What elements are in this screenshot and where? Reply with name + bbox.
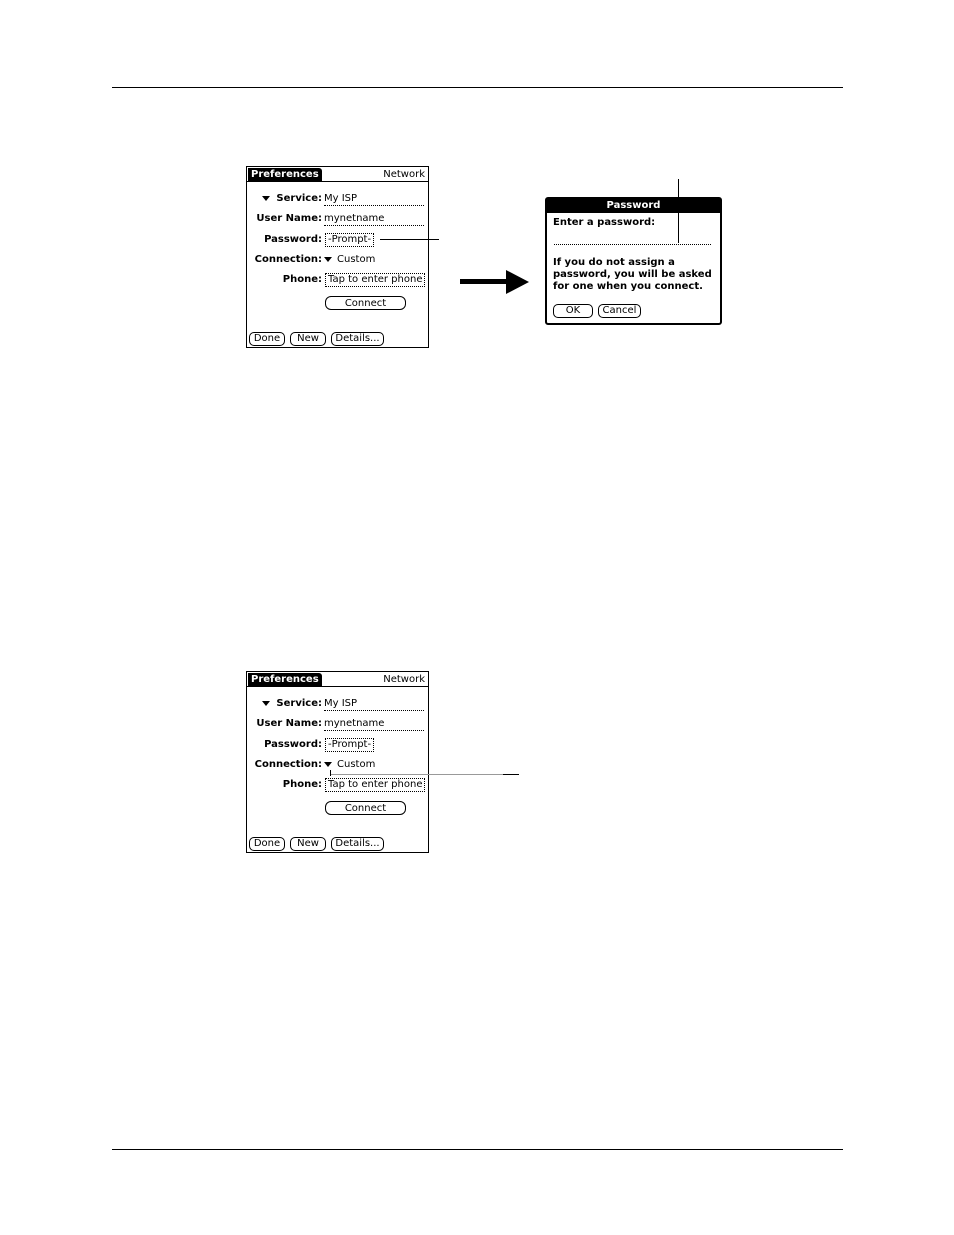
done-button[interactable]: Done	[249, 332, 285, 346]
connection-picker[interactable]	[324, 253, 424, 266]
connection-value: Custom	[337, 759, 376, 770]
password-row	[247, 738, 428, 752]
service-picker[interactable]	[262, 697, 322, 711]
connection-row	[247, 758, 428, 772]
network-preferences-screen-2	[246, 671, 429, 853]
username-label: User Name:	[256, 213, 322, 224]
service-picker[interactable]	[262, 192, 322, 206]
service-value: My ISP	[324, 192, 424, 206]
title-bar	[247, 167, 428, 182]
dialog-message: If you do not assign a password, you will be asked for one when you connect.	[553, 257, 712, 292]
connect-button[interactable]: Connect	[325, 801, 406, 815]
username-field[interactable]: mynetname	[324, 717, 424, 731]
connection-callout-tip	[503, 774, 519, 775]
phone-field[interactable]: Tap to enter phone	[325, 778, 425, 792]
service-value: My ISP	[324, 697, 424, 711]
app-title: Preferences	[248, 168, 322, 181]
password-entry-field[interactable]	[554, 243, 711, 245]
ok-button[interactable]: OK	[553, 304, 593, 318]
password-field[interactable]: -Prompt-	[325, 233, 374, 247]
footer-rule	[112, 1149, 843, 1150]
phone-row	[247, 778, 428, 792]
details-button[interactable]: Details...	[331, 332, 384, 346]
dropdown-triangle-icon	[324, 762, 332, 767]
done-button[interactable]: Done	[249, 837, 285, 851]
dialog-prompt: Enter a password:	[553, 217, 656, 228]
password-field[interactable]: -Prompt-	[325, 738, 374, 752]
new-button[interactable]: New	[290, 837, 326, 851]
phone-field[interactable]: Tap to enter phone	[325, 273, 425, 287]
username-row	[247, 717, 428, 731]
pane-picker-network[interactable]: Network	[383, 674, 425, 685]
details-button[interactable]: Details...	[331, 837, 384, 851]
connection-row	[247, 253, 428, 267]
dialog-title: Password	[547, 199, 720, 213]
username-label: User Name:	[256, 718, 322, 729]
service-row	[247, 697, 428, 711]
dropdown-triangle-icon	[262, 701, 270, 706]
app-title: Preferences	[248, 673, 322, 686]
title-underline	[247, 181, 428, 182]
password-row	[247, 233, 428, 247]
title-underline	[247, 686, 428, 687]
header-rule	[112, 87, 843, 88]
connection-label: Connection:	[254, 759, 322, 770]
network-preferences-screen-1	[246, 166, 429, 348]
phone-label: Phone:	[282, 779, 322, 790]
username-row	[247, 212, 428, 226]
new-button[interactable]: New	[290, 332, 326, 346]
service-label: Service:	[276, 698, 322, 709]
password-dialog	[545, 197, 722, 325]
service-row	[247, 192, 428, 206]
connection-value: Custom	[337, 254, 376, 265]
dropdown-triangle-icon	[324, 257, 332, 262]
cancel-button[interactable]: Cancel	[598, 304, 641, 318]
arrow-right-icon	[460, 268, 530, 296]
title-bar	[247, 672, 428, 687]
connection-label: Connection:	[254, 254, 322, 265]
dropdown-triangle-icon	[262, 196, 270, 201]
pane-picker-network[interactable]: Network	[383, 169, 425, 180]
password-callout-line	[380, 239, 439, 240]
connection-picker[interactable]	[324, 758, 424, 771]
entry-callout-line	[678, 179, 679, 243]
connection-callout-tick	[330, 770, 331, 776]
phone-label: Phone:	[282, 274, 322, 285]
password-label: Password:	[264, 739, 322, 750]
connection-callout-line	[330, 774, 505, 775]
username-field[interactable]: mynetname	[324, 212, 424, 226]
phone-row	[247, 273, 428, 287]
service-label: Service:	[276, 193, 322, 204]
connect-button[interactable]: Connect	[325, 296, 406, 310]
password-label: Password:	[264, 234, 322, 245]
